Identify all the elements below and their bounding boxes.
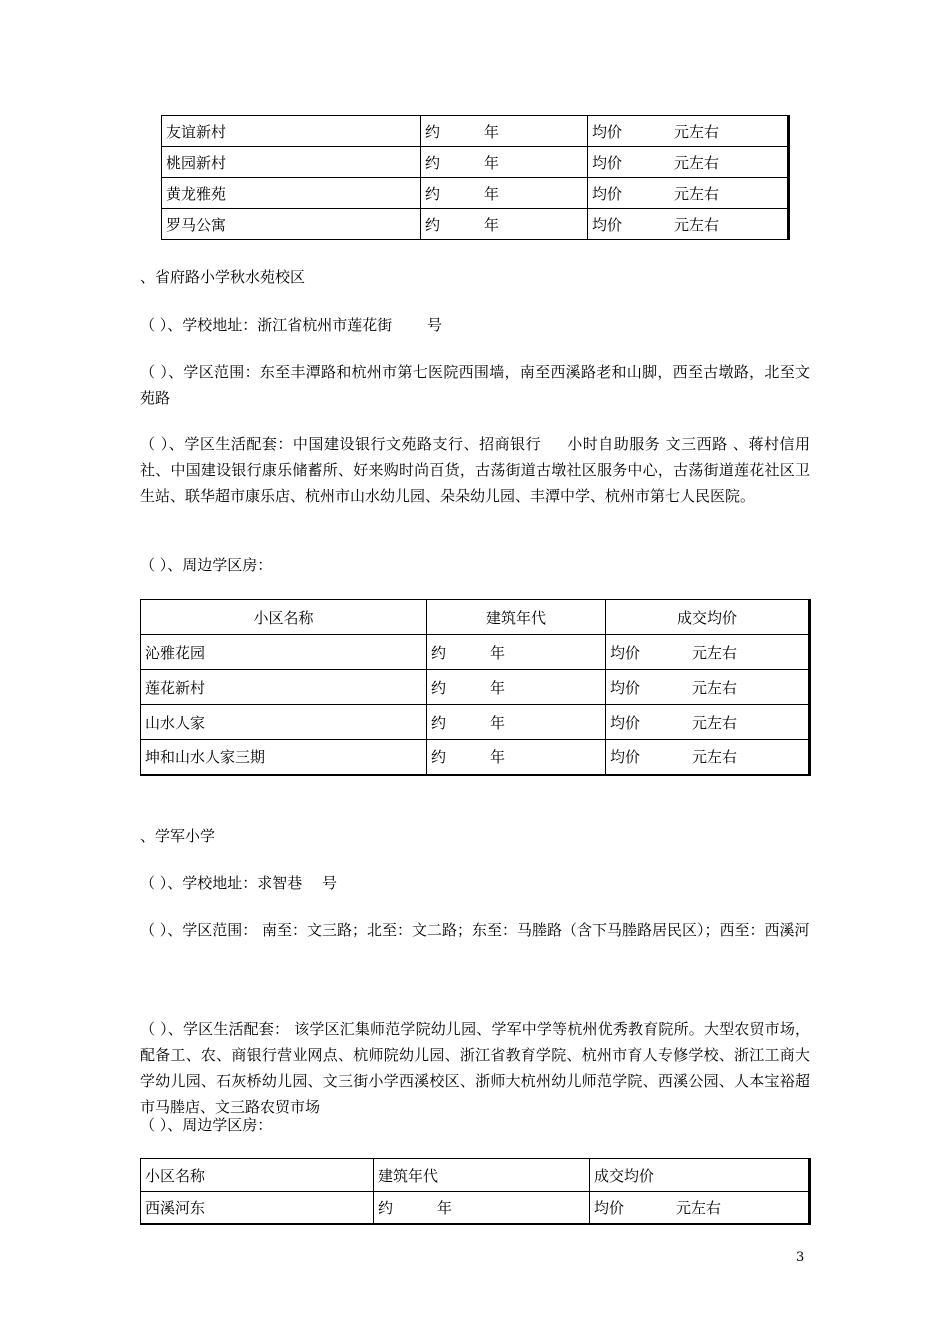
table-row bbox=[162, 116, 789, 147]
cell-name: 黄龙雅苑 bbox=[162, 178, 421, 209]
header-name: 小区名称 bbox=[141, 600, 427, 635]
table-row bbox=[141, 670, 810, 705]
table-row bbox=[141, 635, 810, 670]
cell-name: 坤和山水人家三期 bbox=[141, 740, 427, 775]
table-header-row bbox=[141, 600, 810, 635]
table-row bbox=[141, 705, 810, 740]
cell-price: 均价 元左右 bbox=[588, 209, 789, 240]
housing-table-2 bbox=[140, 599, 811, 776]
school-range-3: （ ）、学区范围： 南至：文三路；北至：文二路；东至：马塍路（含下马塍路居民区）；西至：西溪河 bbox=[140, 921, 810, 939]
table-header-row bbox=[141, 1159, 810, 1192]
cell-year: 约 年 bbox=[427, 705, 606, 740]
cell-year: 约 年 bbox=[427, 670, 606, 705]
school-address-2: （ ）、学校地址：浙江省杭州市莲花街 号 bbox=[140, 316, 443, 334]
header-year: 建筑年代 bbox=[374, 1159, 590, 1192]
section-title-2: 、省府路小学秋水苑校区 bbox=[140, 268, 306, 286]
school-facilities-3: （ ）、学区生活配套： 该学区汇集师范学院幼儿园、学军中学等杭州优秀教育院所。大型农贸市场，配备工、农、商银行营业网点、杭师院幼儿园、浙江省教育学院、杭州市育人专修学校、浙江工商大学幼儿园、石灰桥幼儿园、文三街小学西溪校区、浙师大杭州幼儿师范学院、西溪公园、人本宝裕超市马塍店、文三路农贸市场 bbox=[140, 1020, 810, 1116]
cell-year: 约 年 bbox=[421, 147, 588, 178]
cell-price: 均价 元左右 bbox=[606, 635, 810, 670]
cell-name: 山水人家 bbox=[141, 705, 427, 740]
cell-name: 罗马公寓 bbox=[162, 209, 421, 240]
cell-price: 均价 元左右 bbox=[590, 1192, 810, 1224]
cell-year: 约 年 bbox=[427, 740, 606, 775]
section-title-3: 、学军小学 bbox=[140, 827, 216, 845]
cell-name: 沁雅花园 bbox=[141, 635, 427, 670]
header-price: 成交均价 bbox=[590, 1159, 810, 1192]
cell-year: 约 年 bbox=[374, 1192, 590, 1224]
cell-price: 均价 元左右 bbox=[606, 740, 810, 775]
cell-name: 西溪河东 bbox=[141, 1192, 374, 1224]
cell-price: 均价 元左右 bbox=[588, 116, 789, 147]
housing-label-2: （ ）、周边学区房： bbox=[140, 556, 273, 574]
table-row bbox=[162, 209, 789, 240]
cell-price: 均价 元左右 bbox=[588, 178, 789, 209]
cell-name: 友谊新村 bbox=[162, 116, 421, 147]
table-row bbox=[141, 1192, 810, 1224]
school-facilities-2: （ ）、学区生活配套：中国建设银行文苑路支行、招商银行 小时自助服务 文三西路 、蒋村信用社、中国建设银行康乐储蓄所、好来购时尚百货，古荡街道古墩社区服务中心，古荡街道莲花社区卫生站、联华超市康乐店、杭州市山水幼儿园、朵朵幼儿园、丰潭中学、杭州市第七人民医院。 bbox=[140, 435, 810, 505]
cell-name: 莲花新村 bbox=[141, 670, 427, 705]
table-row bbox=[162, 147, 789, 178]
housing-table-3 bbox=[140, 1158, 811, 1225]
page-number: 3 bbox=[796, 1250, 805, 1265]
school-address-3: （ ）、学校地址：求智巷 号 bbox=[140, 874, 338, 892]
school-range-2: （ ）、学区范围：东至丰潭路和杭州市第七医院西围墙，南至西溪路老和山脚，西至古墩路，北至文苑路 bbox=[140, 363, 810, 407]
table-row bbox=[162, 178, 789, 209]
cell-year: 约 年 bbox=[421, 209, 588, 240]
cell-price: 均价 元左右 bbox=[588, 147, 789, 178]
table-row bbox=[141, 740, 810, 775]
cell-name: 桃园新村 bbox=[162, 147, 421, 178]
cell-price: 均价 元左右 bbox=[606, 705, 810, 740]
header-name: 小区名称 bbox=[141, 1159, 374, 1192]
header-year: 建筑年代 bbox=[427, 600, 606, 635]
header-price: 成交均价 bbox=[606, 600, 810, 635]
cell-year: 约 年 bbox=[421, 116, 588, 147]
housing-table-1 bbox=[161, 115, 790, 240]
housing-label-3: （ ）、周边学区房： bbox=[140, 1116, 273, 1134]
cell-year: 约 年 bbox=[427, 635, 606, 670]
cell-price: 均价 元左右 bbox=[606, 670, 810, 705]
cell-year: 约 年 bbox=[421, 178, 588, 209]
